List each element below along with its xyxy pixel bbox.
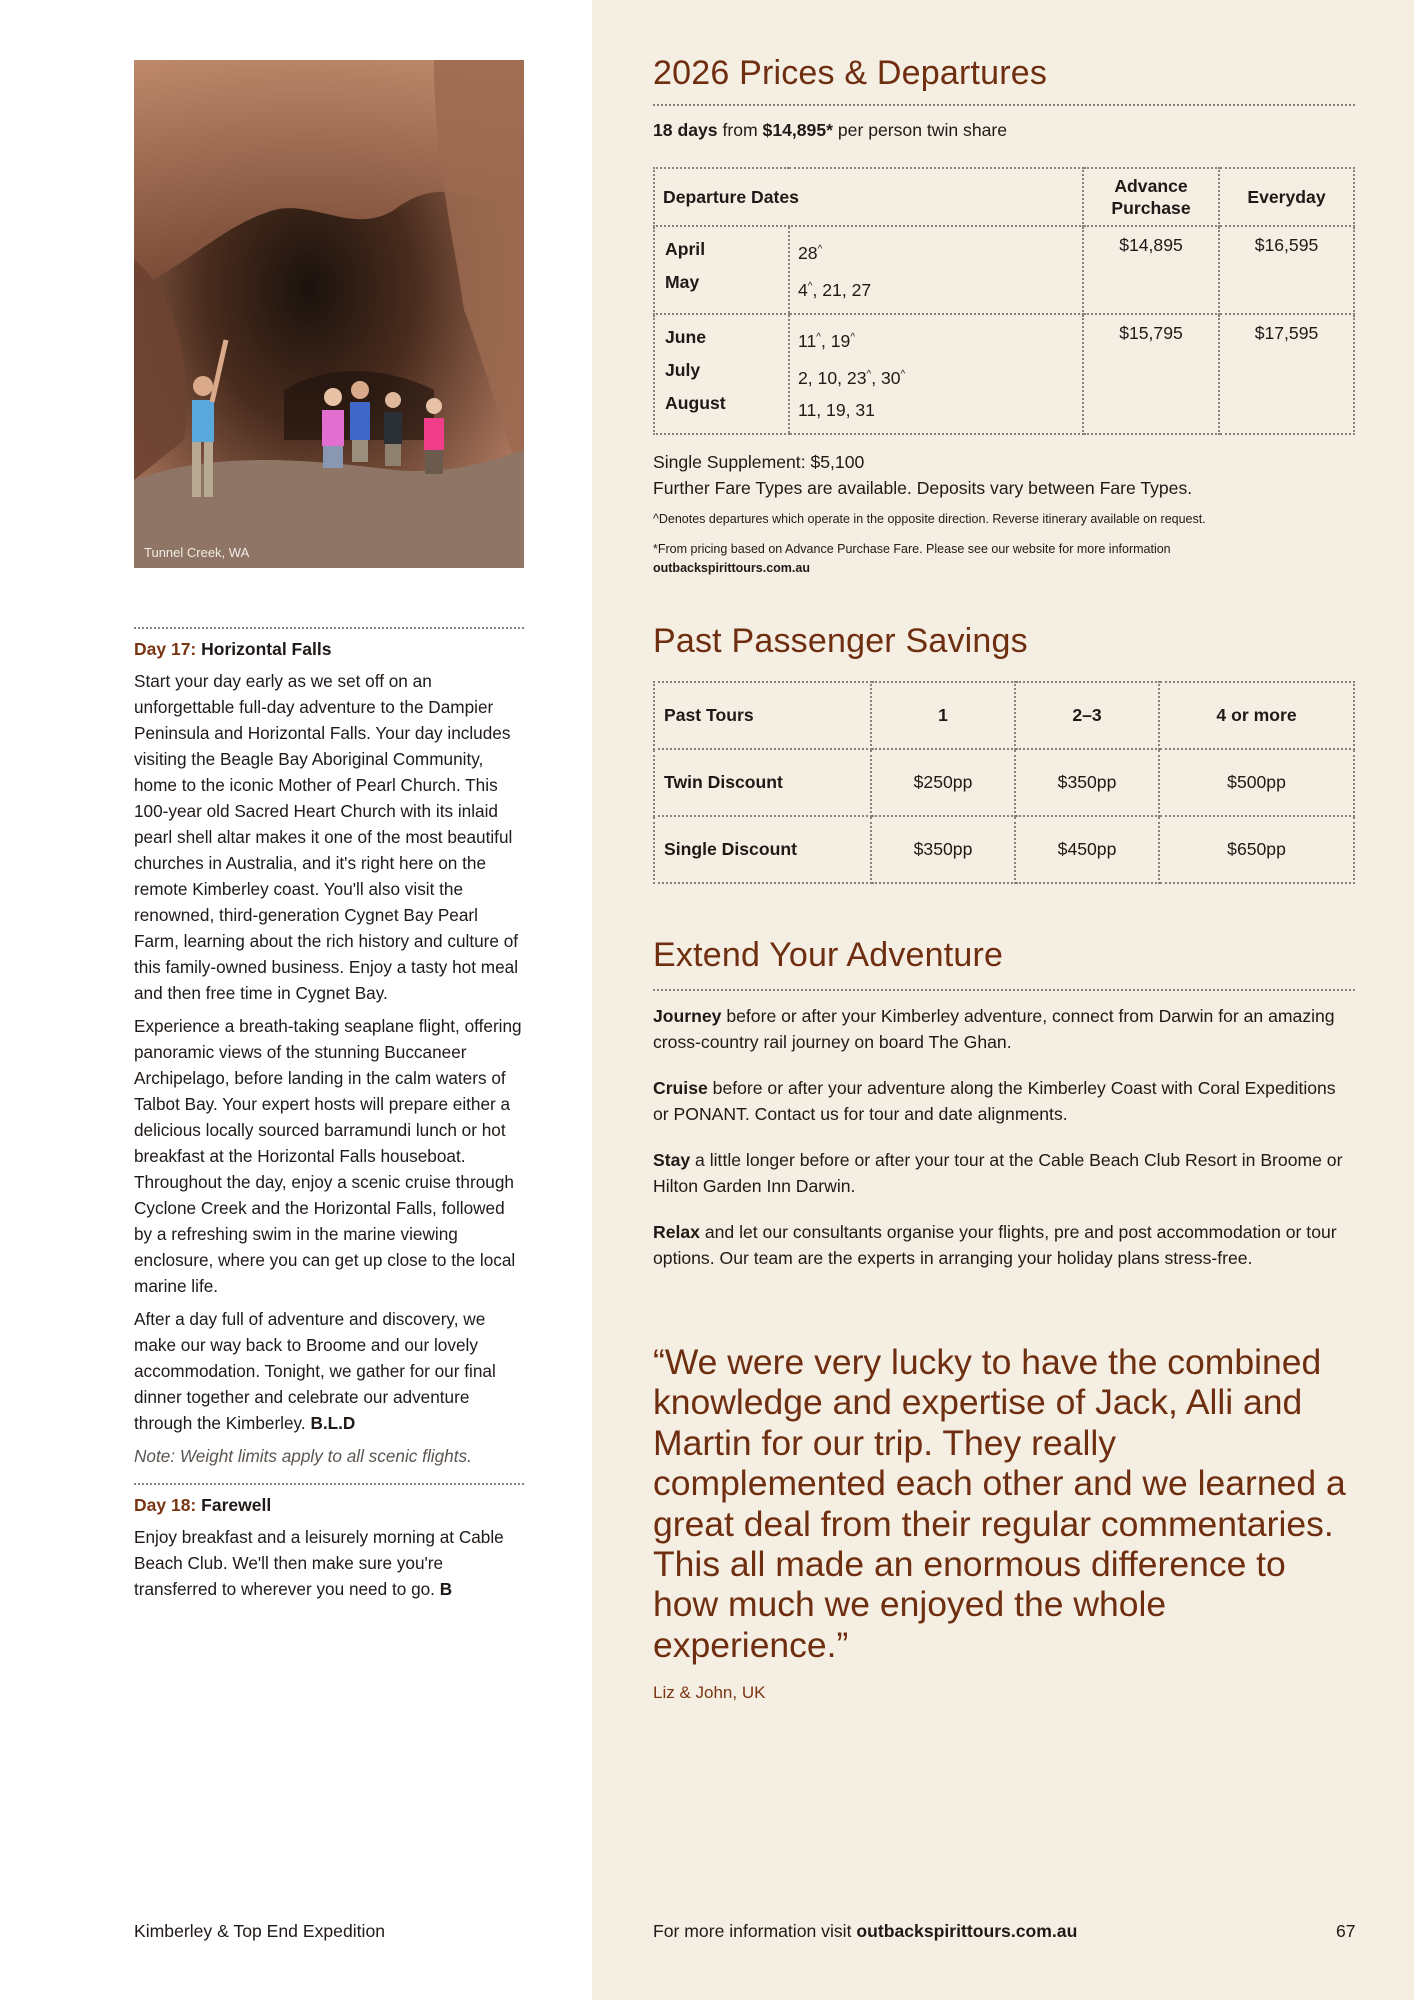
months-cell [654,226,789,314]
row-label: Twin Discount [654,749,871,816]
extend-section [653,936,1355,1291]
month: July [665,359,701,380]
testimonial [653,1342,1355,1703]
prices-summary [653,120,1355,141]
row-label: Single Discount [654,816,871,883]
single-supplement: Single Supplement: $5,100 [653,452,865,473]
testimonial-author: Liz & John, UK [653,1683,766,1703]
advance-price: $14,895 [1083,226,1219,314]
extend-lead: Stay [653,1150,691,1170]
extend-text: before or after your Kimberley adventure, connect from Darwin for an amazing cross-country rail journey on board The Ghan. [653,1006,1335,1052]
extend-lead: Journey [653,1006,722,1026]
day-17-title: Horizontal Falls [201,639,332,659]
months-cell [654,314,789,435]
departures-table [653,167,1355,435]
col-departure-dates: Departure Dates [654,168,1083,226]
footer-url[interactable]: outbackspirittours.com.au [856,1921,1078,1941]
dates-cell [789,226,1083,314]
day-17-meals: B.L.D [310,1413,356,1433]
savings-header-cell: Past Tours [654,682,871,749]
discount-cell: $450pp [1015,816,1159,883]
dates: 28^ [798,242,823,263]
divider [653,989,1355,991]
photo-caption: Tunnel Creek, WA [144,545,250,560]
day-18-title: Farewell [201,1495,272,1515]
testimonial-quote: “We were very lucky to have the combined knowledge and expertise of Jack, Alli and Martin for our trip. They really complemented each other and we learned a great deal from their regular commentaries. This all made an enormous difference to how much we enjoyed the whole experience.” [653,1342,1346,1665]
divider [134,627,524,629]
table-row [654,682,1354,749]
month: April [665,239,706,259]
price-notes [653,449,1355,578]
extend-lead: Relax [653,1222,700,1242]
table-row [654,749,1354,816]
from-price: $14,895* [762,120,833,140]
everyday-price: $16,595 [1219,226,1354,314]
prices-heading: 2026 Prices & Departures [653,54,1048,92]
dates: 4^, 21, 27 [798,279,872,300]
day-18-label: Day 18: [134,1495,197,1515]
savings-section [653,622,1355,884]
table-row [654,314,1354,435]
from-word: from [722,120,758,140]
footer-prefix: For more information visit [653,1921,852,1941]
extend-heading: Extend Your Adventure [653,936,1004,974]
col-advance-purchase: Advance Purchase [1083,168,1219,226]
dates: 11, 19, 31 [798,400,875,421]
day-17-paragraph-1: Start your day early as we set off on an unforgettable full-day adventure to the Dampier Peninsula and Horizontal Falls. Your day includes visiting the Beagle Bay Aboriginal Community, home to the iconic Mother of Pearl Church. This 100-year old Sacred Heart Church with its inlaid pearl shell altar makes it one of the most beautiful churches in Australia, and it's right here on the remote Kimberley coast. You'll also visit the renowned, third-generation Cygnet Bay Pearl Farm, learning about the rich history and culture of this family-owned business. Enjoy a tasty hot meal and then free time in Cygnet Bay. [134,671,519,1003]
extend-item-relax [653,1219,1355,1271]
savings-header-cell: 1 [871,682,1015,749]
day-17-paragraph-3-text: After a day full of adventure and discovery, we make our way back to Broome and our lovely accommodation. Tonight, we gather for our final dinner together and celebrate our adventure through the Kimberley. [134,1309,496,1433]
table-row [654,816,1354,883]
divider [134,1483,524,1485]
extend-text: before or after your adventure along the Kimberley Coast with Coral Expeditions or PONANT. Contact us for tour and date alignments. [653,1078,1336,1124]
discount-cell: $350pp [871,816,1015,883]
month: June [665,326,707,347]
day-18-heading [134,1495,524,1516]
extend-text: a little longer before or after your tour at the Cable Beach Club Resort in Broome or Hilton Garden Inn Darwin. [653,1150,1343,1196]
day-17-paragraph-3 [134,1306,524,1436]
discount-cell: $650pp [1159,816,1354,883]
extend-item-journey [653,1003,1355,1055]
scenic-flight-note: Note: Weight limits apply to all scenic flights. [134,1446,472,1466]
extend-lead: Cruise [653,1078,708,1098]
savings-table [653,681,1355,884]
month: May [665,272,700,292]
day-18-paragraph [134,1524,524,1602]
page-number: 67 [1336,1921,1356,1941]
footer-info [653,1921,1077,1942]
discount-cell: $350pp [1015,749,1159,816]
discount-cell: $250pp [871,749,1015,816]
caret-footnote: ^Denotes departures which operate in the opposite direction. Reverse itinerary available on request. [653,512,1206,527]
advance-price: $15,795 [1083,314,1219,435]
star-footnote: *From pricing based on Advance Purchase Fare. Please see our website for more information [653,542,1171,557]
dates-cell [789,314,1083,435]
day-17-paragraph-2: Experience a breath-taking seaplane flight, offering panoramic views of the stunning Buccaneer Archipelago, before landing in the calm waters of Talbot Bay. Your expert hosts will prepare either a delicious locally sourced barramundi lunch or hot breakfast at the Horizontal Falls houseboat. Throughout the day, enjoy a scenic cruise through Cyclone Creek and the Horizontal Falls, followed by a refreshing swim in the marine viewing enclosure, where you can get up close to the local marine life. [134,1016,522,1296]
dates: 2, 10, 23^, 30^ [798,367,906,388]
website-link[interactable]: outbackspirittours.com.au [653,561,810,576]
share-basis: per person twin share [837,120,1008,140]
month: August [665,392,726,413]
day-18-meals: B [439,1579,453,1599]
day-17-label: Day 17: [134,639,197,659]
itinerary-column [134,627,524,1609]
prices-section [653,54,1355,578]
day-18-paragraph-text: Enjoy breakfast and a leisurely morning at Cable Beach Club. We'll then make sure you're transferred to wherever you need to go. [134,1527,504,1599]
dates: 11^, 19^ [798,330,856,351]
discount-cell: $500pp [1159,749,1354,816]
extend-item-stay [653,1147,1355,1199]
col-everyday: Everyday [1219,168,1354,226]
footer-title: Kimberley & Top End Expedition [134,1921,386,1941]
day-17-heading [134,639,524,660]
trip-length: 18 days [653,120,718,140]
fare-types-note: Further Fare Types are available. Deposits vary between Fare Types. [653,478,1193,499]
table-row [654,226,1354,314]
savings-heading: Past Passenger Savings [653,622,1028,660]
extend-item-cruise [653,1075,1355,1127]
cave-photo [134,60,524,568]
divider [653,104,1355,106]
savings-header-cell: 4 or more [1159,682,1354,749]
extend-text: and let our consultants organise your flights, pre and post accommodation or tour options. Our team are the experts in arranging your holiday plans stress-free. [653,1222,1337,1268]
savings-header-cell: 2–3 [1015,682,1159,749]
everyday-price: $17,595 [1219,314,1354,435]
